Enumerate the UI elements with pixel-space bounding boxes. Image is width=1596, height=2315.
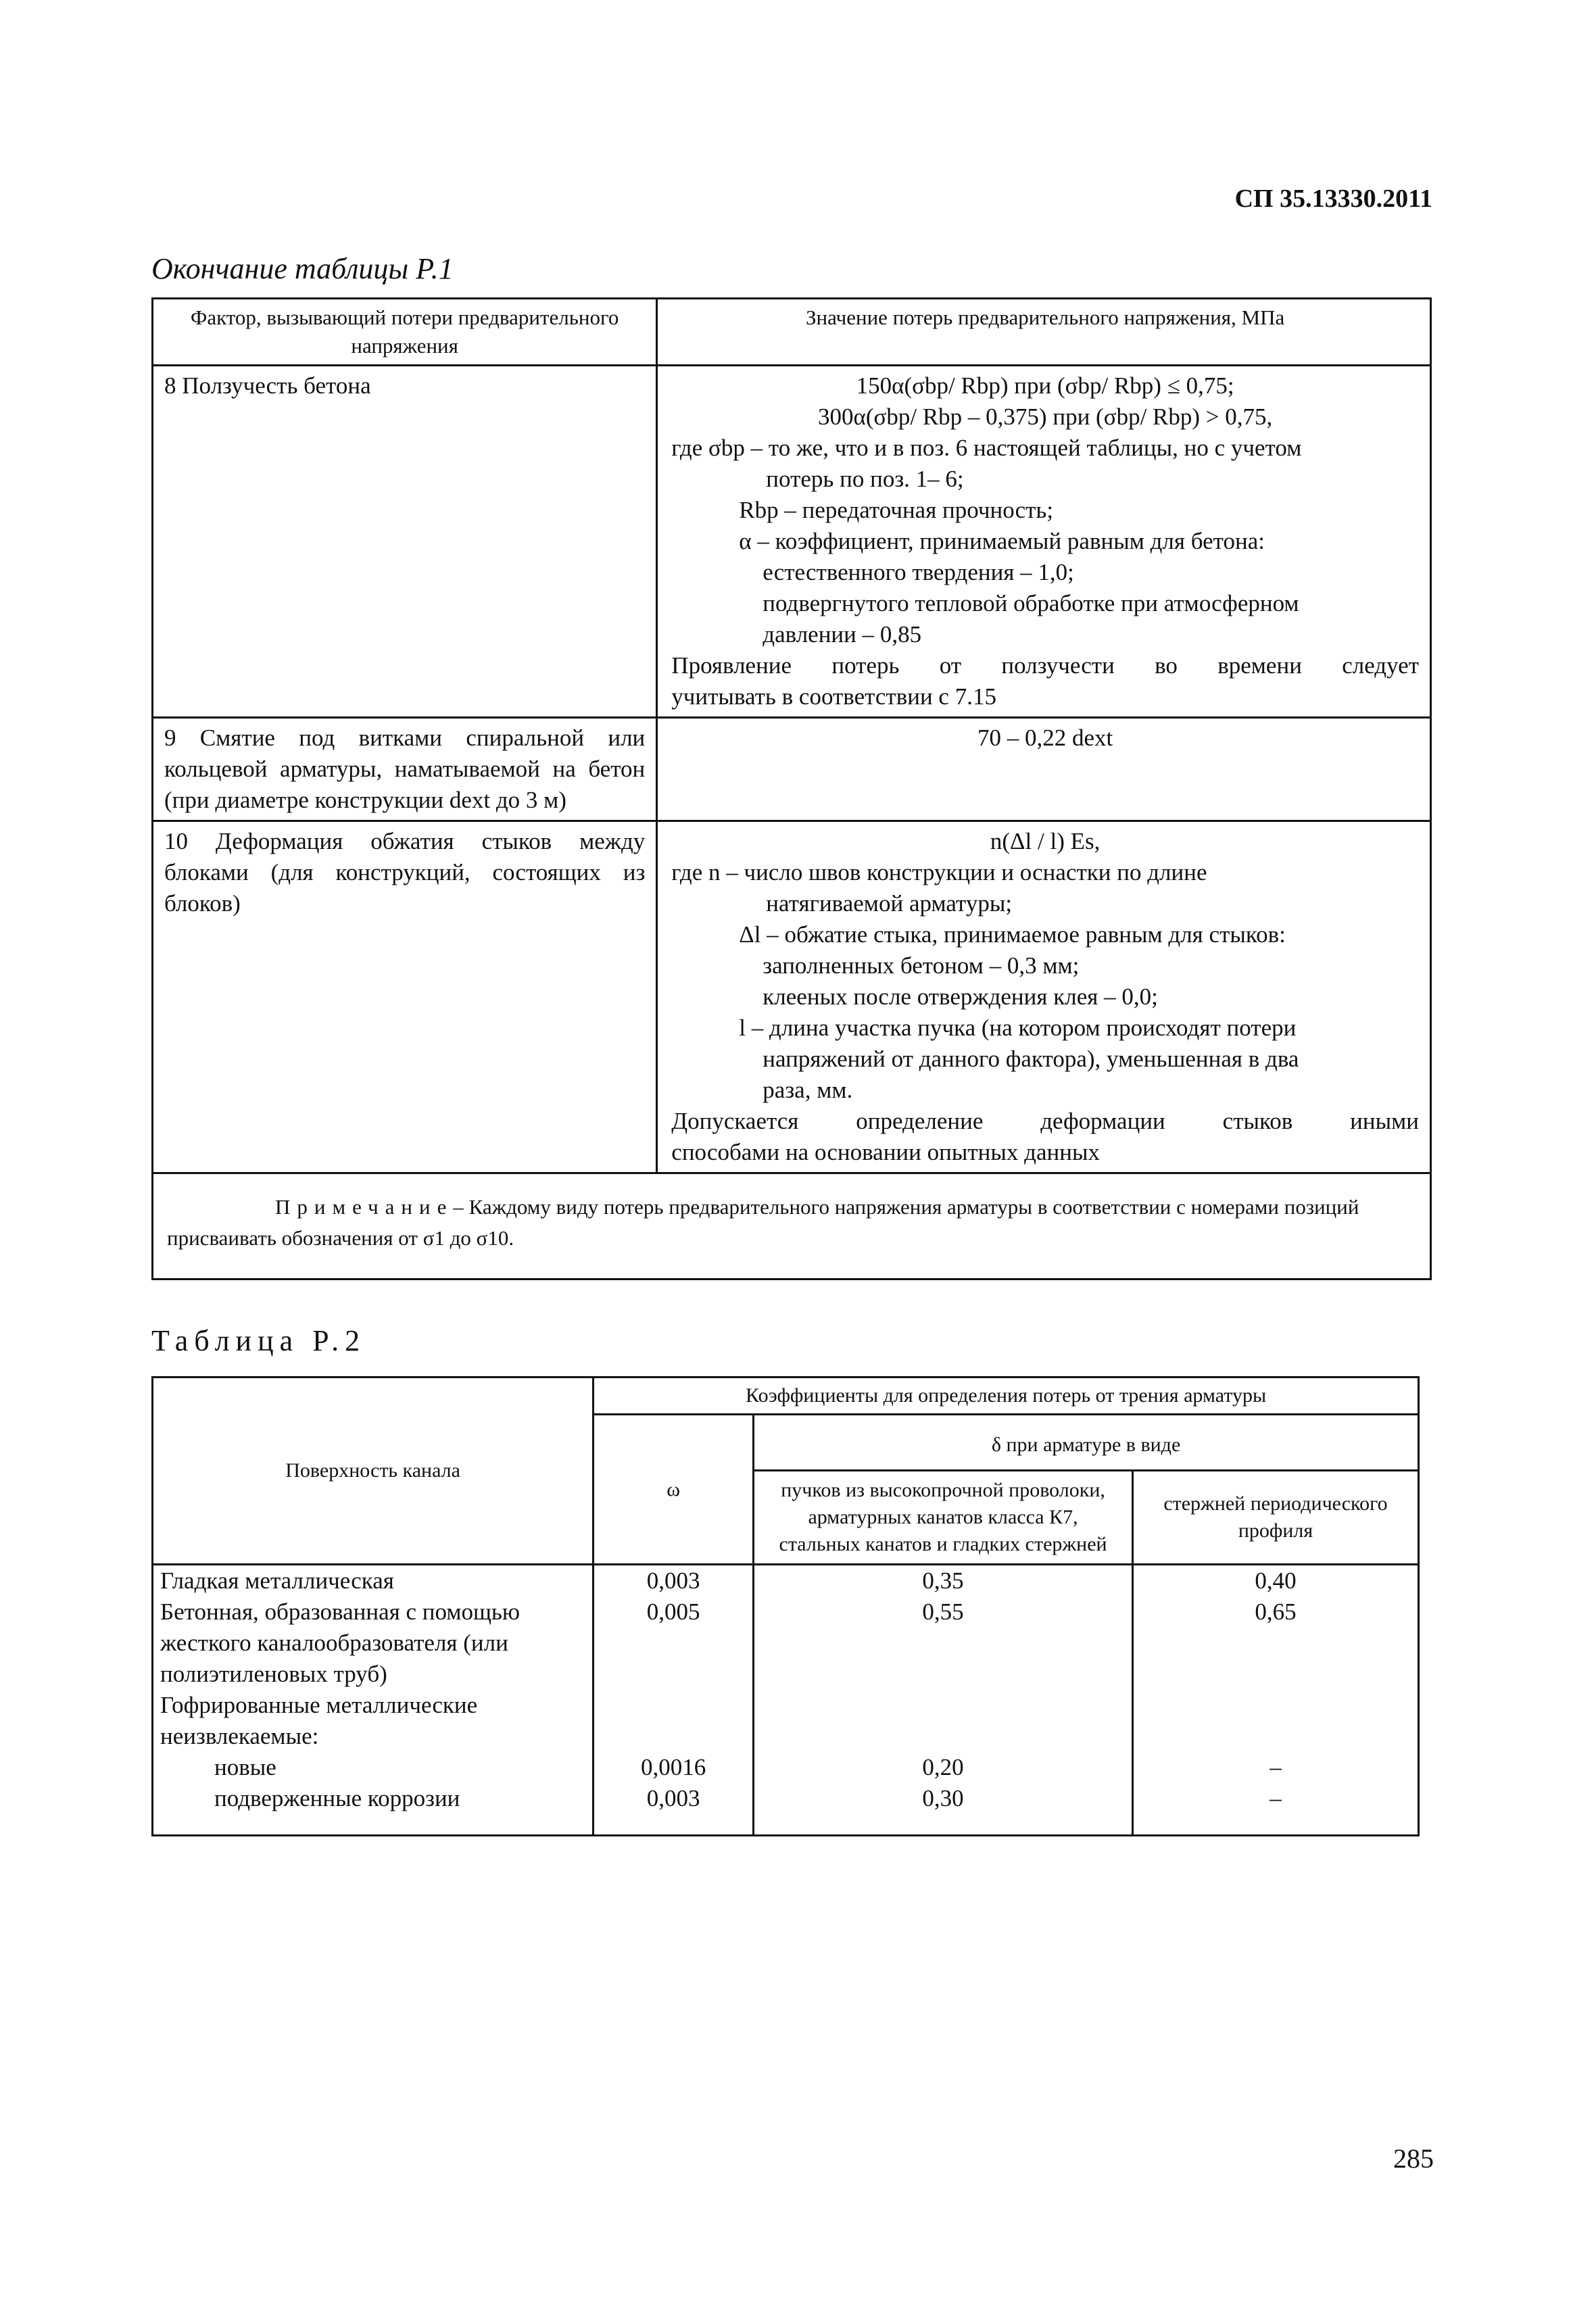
- value-cell: [657, 821, 1431, 1173]
- table1-note-row: [153, 1173, 1431, 1280]
- definition-line: напряжений от данного фактора), уменьшенная в два: [763, 1046, 1299, 1072]
- omega-value: 0,005: [646, 1599, 700, 1625]
- table-p2: [151, 1376, 1420, 1836]
- surface-line: Гофрированные металлические неизвлекаемые:: [160, 1692, 478, 1749]
- value-cell: [657, 366, 1431, 718]
- definition-line: давлении – 0,85: [763, 621, 922, 648]
- surface-line: подверженные коррозии: [214, 1785, 460, 1811]
- table2-caption: Таблица Р.2: [151, 1324, 366, 1357]
- definition-line: натягиваемой арматуры;: [766, 890, 1013, 917]
- delta-rods-value: 0,65: [1255, 1599, 1297, 1625]
- note-text: – Каждому виду потерь предварительного напряжения арматуры в соответствии с номерами позиций присваивать обозначения от σ1 до σ10.: [167, 1195, 1359, 1250]
- delta-bundles-value: 0,35: [922, 1567, 964, 1594]
- remark-line: способами на основании опытных данных: [671, 1139, 1100, 1165]
- omega-cell: [594, 1565, 754, 1836]
- factor-cell: [153, 366, 657, 718]
- table2-body-row: [153, 1565, 1419, 1836]
- surface-cell: [153, 1565, 594, 1836]
- document-code: СП 35.13330.2011: [1234, 185, 1432, 213]
- header-delta: δ при арматуре в виде: [754, 1415, 1419, 1471]
- definition-line: l – длина участка пучка (на котором происходят потери: [739, 1015, 1297, 1041]
- table1-header-row: [153, 299, 1431, 366]
- table-row: [153, 366, 1431, 718]
- value-cell: [657, 718, 1431, 821]
- omega-value: 0,003: [646, 1567, 700, 1594]
- factor-cell: [153, 718, 657, 821]
- header-bundles: пучков из высокопрочной проволоки, арматурных канатов класса К7, стальных канатов и гладких стержней: [754, 1471, 1133, 1565]
- surface-line: Бетонная, образованная с помощью жесткого каналообразователя (или полиэтиленовых труб): [160, 1599, 521, 1687]
- table1-header-factor: Фактор, вызывающий потери предварительного напряжения: [153, 299, 657, 366]
- header-omega: ω: [594, 1415, 754, 1565]
- surface-line: Гладкая металлическая: [160, 1567, 394, 1594]
- header-coefficients: Коэффициенты для определения потерь от трения арматуры: [594, 1378, 1419, 1415]
- definition-line: естественного твердения – 1,0;: [763, 559, 1074, 585]
- formula-line: 150α(σbp/ Rbp) при (σbp/ Rbp) ≤ 0,75;: [856, 372, 1234, 399]
- definition-line: где σbp – то же, что и в поз. 6 настоящей таблицы, но с учетом: [671, 435, 1302, 461]
- table2-header-row: [153, 1378, 1419, 1415]
- delta-bundles-value: 0,30: [922, 1785, 964, 1811]
- remark-line: учитывать в соответствии с 7.15: [671, 683, 996, 710]
- delta-bundles-cell: [754, 1565, 1133, 1836]
- factor-cell: [153, 821, 657, 1173]
- factor-text: 8 Ползучесть бетона: [164, 372, 371, 399]
- delta-rods-cell: [1132, 1565, 1418, 1836]
- definition-line: заполненных бетоном – 0,3 мм;: [763, 952, 1080, 979]
- remark-line: Допускается определение деформации стыков иными: [671, 1108, 1419, 1134]
- definition-line: Δl – обжатие стыка, принимаемое равным для стыков:: [739, 921, 1286, 948]
- delta-bundles-value: 0,55: [922, 1599, 964, 1625]
- omega-value: 0,0016: [641, 1754, 706, 1780]
- note-label: Примечание: [275, 1195, 454, 1219]
- header-rods: стержней периодического профиля: [1132, 1471, 1418, 1565]
- surface-line: новые: [214, 1754, 276, 1780]
- omega-value: 0,003: [646, 1785, 700, 1811]
- definition-line: клееных после отверждения клея – 0,0;: [763, 983, 1158, 1010]
- table-row: [153, 821, 1431, 1173]
- definition-line: где n – число швов конструкции и оснастки по длине: [671, 859, 1207, 885]
- table1-caption: Окончание таблицы Р.1: [151, 252, 454, 285]
- formula-line: n(Δl / l) Es,: [990, 828, 1101, 854]
- remark-line: Проявление потерь от ползучести во времени следует: [671, 652, 1419, 679]
- definition-line: Rbp – передаточная прочность;: [739, 497, 1054, 523]
- definition-line: раза, мм.: [763, 1077, 853, 1103]
- formula-line: 300α(σbp/ Rbp – 0,375) при (σbp/ Rbp) > 0,75,: [818, 404, 1273, 430]
- delta-rods-value: 0,40: [1255, 1567, 1297, 1594]
- definition-line: потерь по поз. 1– 6;: [766, 466, 964, 492]
- table1-note: [153, 1173, 1431, 1280]
- table1-header-value: Значение потерь предварительного напряжения, МПа: [657, 299, 1431, 366]
- table-p1: [151, 297, 1432, 1280]
- definition-line: подвергнутого тепловой обработке при атмосферном: [763, 590, 1299, 616]
- delta-bundles-value: 0,20: [922, 1754, 964, 1780]
- table-row: [153, 718, 1431, 821]
- delta-rods-value: –: [1269, 1754, 1282, 1780]
- header-surface: Поверхность канала: [153, 1378, 594, 1565]
- factor-text: 10 Деформация обжатия стыков между блоками (для конструкций, состоящих из блоков): [164, 828, 646, 917]
- formula-line: 70 – 0,22 dext: [977, 725, 1113, 751]
- delta-rods-value: –: [1269, 1785, 1282, 1811]
- factor-text: 9 Смятие под витками спиральной или кольцевой арматуры, наматываемой на бетон (при диаметре конструкции dext до 3 м): [164, 725, 646, 813]
- page-number: 285: [1393, 2143, 1434, 2174]
- definition-line: α – коэффициент, принимаемый равным для бетона:: [739, 528, 1265, 554]
